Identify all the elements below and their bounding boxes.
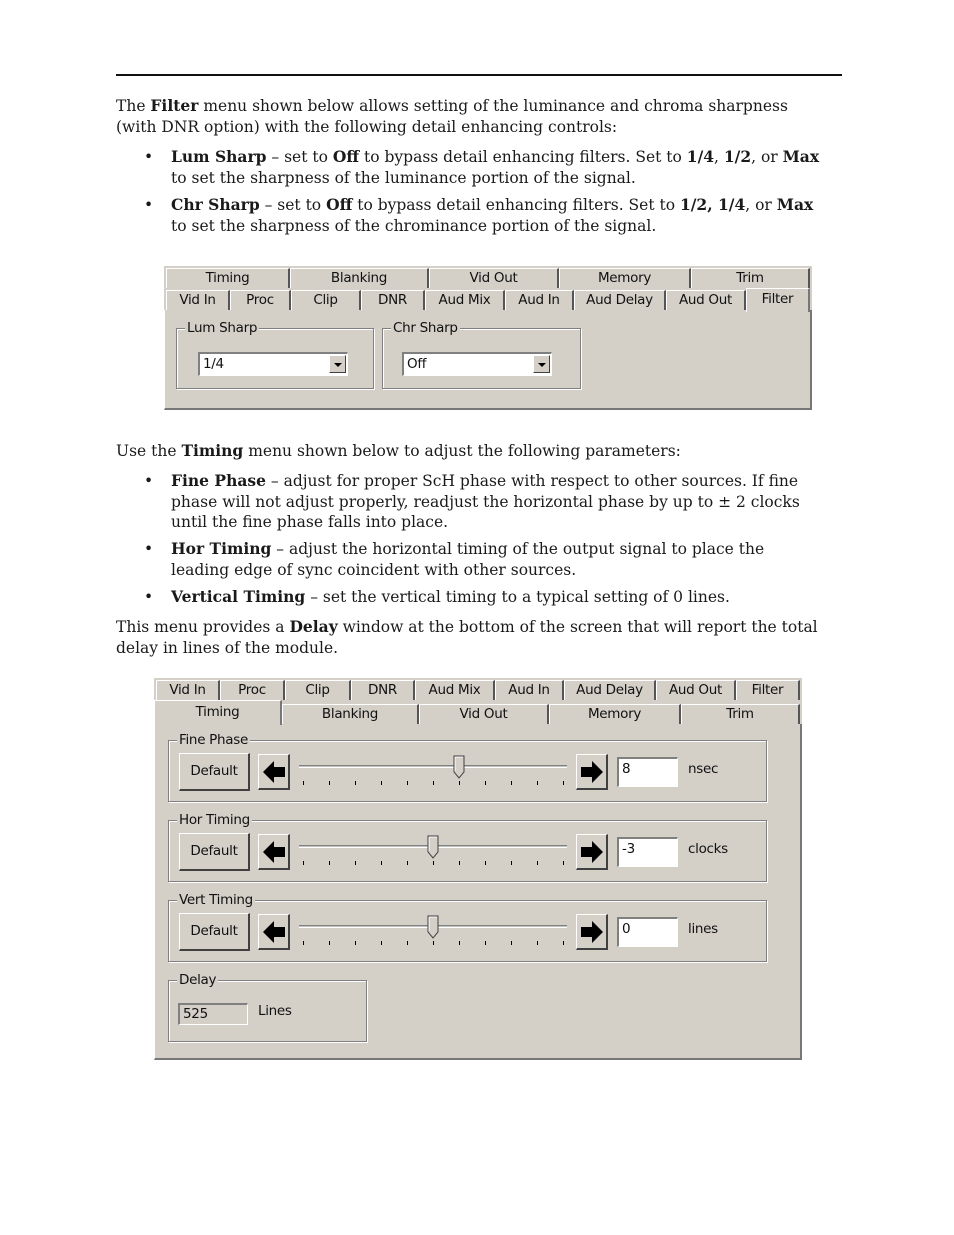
- slider-tick: [407, 941, 408, 945]
- hor-timing-group: [168, 812, 767, 882]
- slider-tick: [511, 941, 512, 945]
- tab-trim[interactable]: Trim: [691, 268, 810, 288]
- slider-tick: [355, 941, 356, 945]
- tab-aud-delay[interactable]: Aud Delay: [564, 680, 656, 700]
- slider-tick: [511, 861, 512, 865]
- delay-label: Delay: [179, 972, 217, 988]
- bullet-chr-sharp: • Chr Sharp – set to Off to bypass detail enhancing filters. Set to 1/2, 1/4, or Max to set the sharpness of the chrominance portion of the signal.: [144, 195, 814, 235]
- tab-blanking[interactable]: Blanking: [282, 704, 419, 724]
- vert-timing-slider-thumb[interactable]: [427, 915, 439, 937]
- slider-tick: [329, 861, 330, 865]
- tab-proc[interactable]: Proc: [230, 290, 291, 310]
- slider-tick: [407, 781, 408, 785]
- tab-clip[interactable]: Clip: [291, 290, 361, 310]
- slider-tick: [511, 781, 512, 785]
- hor-timing-default-button[interactable]: Default: [179, 833, 250, 871]
- tab-filter[interactable]: Filter: [736, 680, 800, 700]
- fine-phase-default-button[interactable]: Default: [179, 753, 250, 791]
- tab-aud-in[interactable]: Aud In: [495, 680, 564, 700]
- tab-aud-out[interactable]: Aud Out: [666, 290, 746, 310]
- tab-aud-in[interactable]: Aud In: [505, 290, 574, 310]
- fine-phase-unit-label: nsec: [688, 761, 719, 777]
- tab-timing[interactable]: Timing: [166, 268, 290, 288]
- tab-memory[interactable]: Memory: [549, 704, 681, 724]
- chr-sharp-group: [382, 320, 581, 389]
- bullet-fine-phase: • Fine Phase – adjust for proper ScH phase with respect to other sources. If fine phase will not adjust properly, readjust the horizontal phase by up to ± 2 clocks until the fine phase falls into place.: [144, 471, 800, 531]
- slider-tick: [459, 781, 460, 785]
- slider-tick: [459, 941, 460, 945]
- bullet-hor-timing: • Hor Timing – adjust the horizontal timing of the output signal to place the leading edge of sync coincident with other sources.: [144, 539, 765, 579]
- hor-timing-unit-label: clocks: [688, 841, 728, 857]
- chevron-down-icon[interactable]: [329, 355, 346, 373]
- tab-aud-out[interactable]: Aud Out: [656, 680, 736, 700]
- vert-timing-increase-button[interactable]: [576, 914, 608, 950]
- lum-sharp-group: [176, 320, 374, 389]
- slider-tick: [459, 861, 460, 865]
- fine-phase-group: [168, 732, 767, 802]
- fine-phase-increase-button[interactable]: [576, 754, 608, 790]
- chevron-down-icon[interactable]: [533, 355, 550, 373]
- vert-timing-label: Vert Timing: [179, 892, 253, 908]
- slider-tick: [329, 781, 330, 785]
- delay-readout: 525: [178, 1003, 248, 1025]
- fine-phase-label: Fine Phase: [179, 732, 248, 748]
- slider-tick: [381, 941, 382, 945]
- header-rule: [116, 74, 842, 76]
- bullet-vertical-timing: • Vertical Timing – set the vertical timing to a typical setting of 0 lines.: [144, 587, 730, 606]
- slider-tick: [433, 861, 434, 865]
- hor-timing-decrease-button[interactable]: [258, 834, 290, 870]
- tab-dnr[interactable]: DNR: [351, 680, 415, 700]
- delay-paragraph: This menu provides a Delay window at the bottom of the screen that will report the total delay in lines of the module.: [116, 617, 818, 657]
- hor-timing-slider-thumb[interactable]: [427, 835, 439, 857]
- fine-phase-slider-thumb[interactable]: [453, 755, 465, 777]
- tab-proc[interactable]: Proc: [220, 680, 285, 700]
- slider-tick: [537, 781, 538, 785]
- tab-aud-mix[interactable]: Aud Mix: [425, 290, 505, 310]
- slider-tick: [355, 861, 356, 865]
- fine-phase-slider-track[interactable]: [299, 765, 567, 768]
- tab-vid-out[interactable]: Vid Out: [429, 268, 559, 288]
- vert-timing-decrease-button[interactable]: [258, 914, 290, 950]
- tab-filter[interactable]: Filter: [746, 288, 810, 312]
- tab-vid-in[interactable]: Vid In: [156, 680, 220, 700]
- slider-tick: [355, 781, 356, 785]
- tab-timing[interactable]: Timing: [154, 700, 282, 725]
- delay-unit-label: Lines: [258, 1003, 292, 1019]
- vert-timing-value-input[interactable]: 0: [617, 917, 678, 947]
- slider-tick: [485, 861, 486, 865]
- tab-dnr[interactable]: DNR: [361, 290, 425, 310]
- timing-intro-paragraph: Use the Timing menu shown below to adjust the following parameters:: [116, 441, 681, 460]
- tab-aud-mix[interactable]: Aud Mix: [415, 680, 495, 700]
- slider-tick: [537, 861, 538, 865]
- lum-sharp-select[interactable]: 1/4: [198, 352, 348, 376]
- slider-tick: [563, 861, 564, 865]
- slider-tick: [303, 861, 304, 865]
- fine-phase-decrease-button[interactable]: [258, 754, 290, 790]
- filter-intro-paragraph: The Filter menu shown below allows setting of the luminance and chroma sharpness (with DNR option) with the following detail enhancing controls:: [116, 96, 788, 136]
- slider-tick: [303, 941, 304, 945]
- tab-vid-out[interactable]: Vid Out: [419, 704, 549, 724]
- slider-tick: [433, 781, 434, 785]
- vert-timing-group: [168, 892, 767, 962]
- slider-tick: [407, 861, 408, 865]
- tab-trim[interactable]: Trim: [681, 704, 800, 724]
- fine-phase-value-input[interactable]: 8: [617, 757, 678, 787]
- slider-tick: [563, 781, 564, 785]
- vert-timing-default-button[interactable]: Default: [179, 913, 250, 951]
- slider-tick: [537, 941, 538, 945]
- slider-tick: [303, 781, 304, 785]
- slider-tick: [381, 781, 382, 785]
- slider-tick: [381, 861, 382, 865]
- hor-timing-increase-button[interactable]: [576, 834, 608, 870]
- chr-sharp-label: Chr Sharp: [393, 320, 458, 336]
- hor-timing-value-input[interactable]: -3: [617, 837, 678, 867]
- tab-aud-delay[interactable]: Aud Delay: [574, 290, 666, 310]
- slider-tick: [485, 941, 486, 945]
- slider-tick: [485, 781, 486, 785]
- hor-timing-label: Hor Timing: [179, 812, 250, 828]
- bullet-lum-sharp: • Lum Sharp – set to Off to bypass detail enhancing filters. Set to 1/4, 1/2, or Max to set the sharpness of the luminance portion of the signal.: [144, 147, 820, 187]
- filter-panel: [164, 266, 812, 410]
- tab-blanking[interactable]: Blanking: [290, 268, 429, 288]
- tab-clip[interactable]: Clip: [285, 680, 351, 700]
- slider-tick: [329, 941, 330, 945]
- lum-sharp-label: Lum Sharp: [187, 320, 258, 336]
- tab-memory[interactable]: Memory: [559, 268, 691, 288]
- tab-vid-in[interactable]: Vid In: [166, 290, 230, 310]
- vert-timing-unit-label: lines: [688, 921, 718, 937]
- chr-sharp-select[interactable]: Off: [402, 352, 552, 376]
- delay-group: [168, 972, 367, 1042]
- timing-panel: [154, 678, 802, 1060]
- slider-tick: [563, 941, 564, 945]
- slider-tick: [433, 941, 434, 945]
